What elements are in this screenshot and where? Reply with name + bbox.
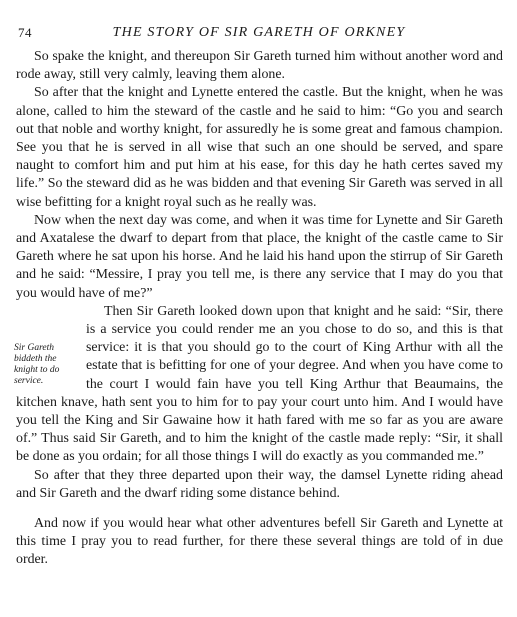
paragraph: And now if you would hear what other adventures befell Sir Gareth and Lynette at this time I pray you to read further, for there these several things are told of in due order.: [16, 516, 503, 568]
paragraph-text: Then Sir Gareth looked down upon that knight and he said: “Sir, there is a service you could render me an you chose to do so, and this is that service: it is that you should go to the court of King Arthur with all the estate that is befitting for one of your degree. And when you have come to the court I would fain have you tell King Arthur that Beaumains, the kitchen knave, hath sent you to him for to pay your court unto him. And I would have you tell the King and Sir Gawaine how it hath fared with me so far as you are aware of.” Thus said Sir Gareth, and to him the knight of the castle made reply: “Sir, it shall be done as you ordain; for all those things I will do exactly as you commanded me.”: [16, 303, 503, 465]
body-text: [16, 48, 503, 570]
page-header: [16, 25, 502, 41]
paragraph: So after that the knight and Lynette entered the castle. But the knight, when he was alone, called to him the steward of the castle and he said to him: “Go you and search out that noble and worthy knight, for assuredly he is some great and famous champion. See you that he is served in all wise that such an one should be served, and spare naught to comfort him and put him at his ease, for this day he hath certes saved my life.” So the steward did as he was bidden and that evening Sir Gareth was served in all wise befitting for a knight royal such as he really was.: [16, 85, 503, 210]
running-head: THE STORY OF SIR GARETH OF ORKNEY: [112, 25, 406, 40]
paragraph-with-sidenote: [16, 303, 503, 467]
paragraph: So after that they three departed upon their way, the damsel Lynette riding ahead and Sir Gareth and the dwarf riding some distance behind.: [16, 467, 503, 501]
paragraph: So spake the knight, and thereupon Sir Gareth turned him without another word and rode away, still very calmly, leaving them alone.: [16, 49, 503, 83]
paragraph: Now when the next day was come, and when it was time for Lynette and Sir Gareth and Axatalese the dwarf to depart from that place, the knight of the castle came to Sir Gareth where he sat upon his horse. And he laid his hand upon the stirrup of Sir Gareth and he said: “Messire, I pray you tell me, is there any service that I may do you that you would have of me?”: [16, 212, 503, 301]
marginal-sidenote: Sir Gareth biddeth the knight to do service.: [14, 343, 60, 387]
page-number: 74: [18, 25, 32, 40]
